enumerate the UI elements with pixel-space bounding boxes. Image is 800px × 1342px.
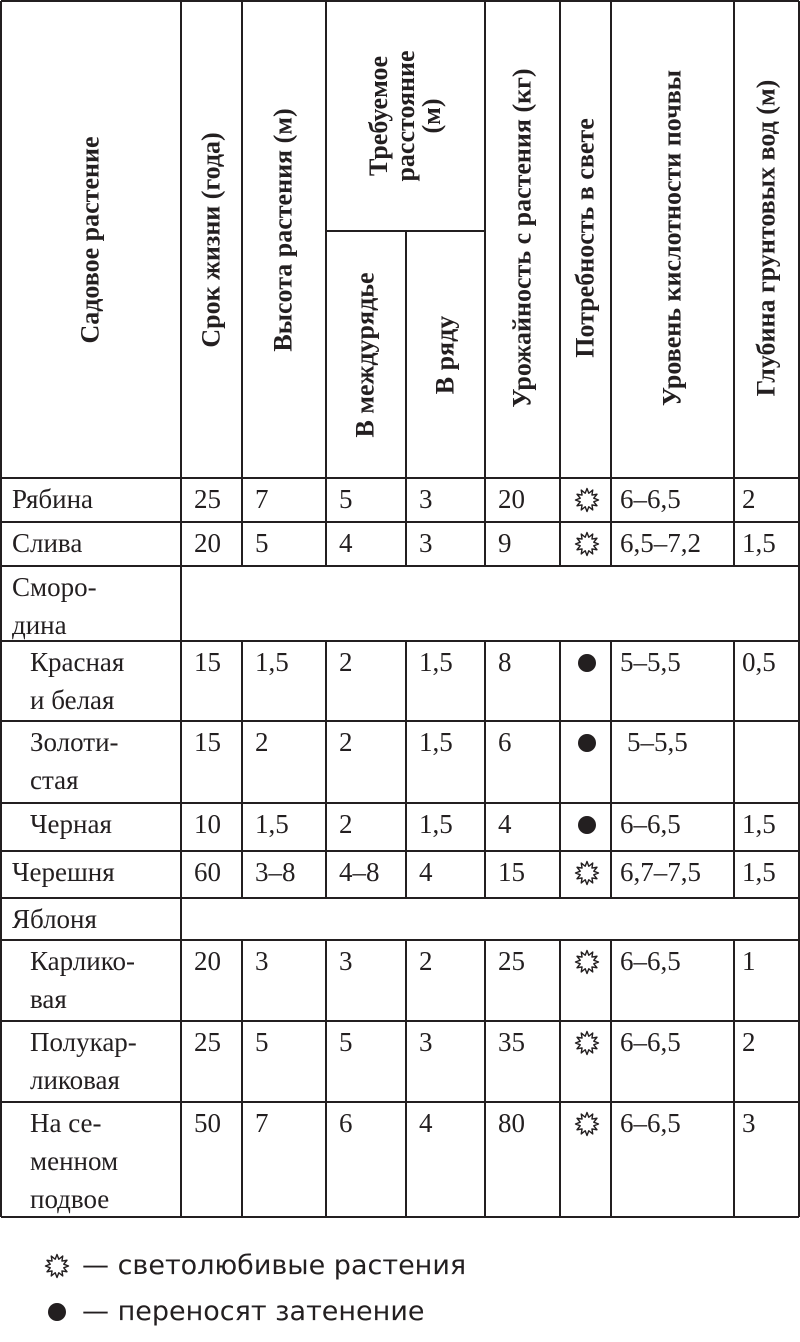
cell-height: 1,5 <box>255 809 289 839</box>
cell-row-spacing: 6 <box>339 1108 353 1138</box>
header-acidity: Уровень кислотности почвы <box>657 69 687 407</box>
plant-name-line: Сморо- <box>12 572 97 602</box>
plant-name-line: Полукар- <box>30 1027 137 1057</box>
header-lifespan: Срок жизни (года) <box>196 131 226 348</box>
plant-name <box>30 643 124 719</box>
cell-lifespan: 25 <box>194 1027 221 1057</box>
plant-name-line: и белая <box>30 685 115 715</box>
plant-name-line: Черная <box>30 809 112 839</box>
legend-filled-circle-icon <box>47 1302 67 1322</box>
cell-groundwater: 0,5 <box>742 647 776 677</box>
cell-acidity: 6–6,5 <box>620 1108 681 1138</box>
cell-yield: 9 <box>498 528 512 558</box>
cell-groundwater: 1,5 <box>742 528 776 558</box>
cell-in-row: 2 <box>419 946 433 976</box>
sun-icon <box>574 1030 600 1056</box>
cell-in-row: 3 <box>419 1027 433 1057</box>
cell-height: 3–8 <box>255 857 296 887</box>
cell-in-row: 1,5 <box>419 809 453 839</box>
plant-name-line: вая <box>30 984 67 1014</box>
plant-name <box>12 853 115 891</box>
header-height: Высота растения (м) <box>268 108 298 352</box>
header-spacing-group <box>363 50 446 182</box>
header-light: Потребность в свете <box>570 118 600 358</box>
cell-lifespan: 10 <box>194 809 221 839</box>
cell-acidity: 6–6,5 <box>620 484 681 514</box>
cell-yield: 35 <box>498 1027 525 1057</box>
cell-in-row: 4 <box>419 857 433 887</box>
cell-lifespan: 15 <box>194 727 221 757</box>
filled-circle-icon <box>577 733 597 753</box>
cell-acidity: 6,7–7,5 <box>620 857 701 887</box>
header-spacing-group-line: (м) <box>416 98 446 134</box>
plant-name <box>30 1023 137 1099</box>
cell-lifespan: 20 <box>194 946 221 976</box>
cell-height: 7 <box>255 1108 269 1138</box>
cell-yield: 6 <box>498 727 512 757</box>
cell-lifespan: 50 <box>194 1108 221 1138</box>
cell-lifespan: 60 <box>194 857 221 887</box>
cell-in-row: 3 <box>419 484 433 514</box>
cell-row-spacing: 5 <box>339 484 353 514</box>
cell-row-spacing: 2 <box>339 727 353 757</box>
cell-row-spacing: 3 <box>339 946 353 976</box>
cell-row-spacing: 5 <box>339 1027 353 1057</box>
plant-name-line: дина <box>12 610 67 640</box>
cell-in-row: 4 <box>419 1108 433 1138</box>
plant-name-line: ликовая <box>30 1065 120 1095</box>
cell-height: 5 <box>255 1027 269 1057</box>
plant-name-line: Рябина <box>12 484 94 514</box>
plant-name <box>30 1104 118 1218</box>
cell-row-spacing: 2 <box>339 647 353 677</box>
header-spacing-group-line: расстояние <box>390 50 420 182</box>
plant-name <box>12 524 82 562</box>
cell-acidity: 6,5–7,2 <box>620 528 701 558</box>
cell-row-spacing: 4 <box>339 528 353 558</box>
filled-circle-icon <box>577 815 597 835</box>
plant-name <box>30 805 112 843</box>
sun-icon <box>574 949 600 975</box>
plant-name-line: Красная <box>30 647 125 677</box>
cell-row-spacing: 4–8 <box>339 857 380 887</box>
cell-acidity: 6–6,5 <box>620 1027 681 1057</box>
cell-groundwater: 1,5 <box>742 857 776 887</box>
plant-name-line: менном <box>30 1146 119 1176</box>
cell-height: 3 <box>255 946 269 976</box>
plant-name-line: стая <box>30 765 79 795</box>
legend-sun-icon <box>44 1253 70 1279</box>
cell-groundwater: 1 <box>742 946 756 976</box>
plant-name <box>30 723 119 799</box>
cell-yield: 80 <box>498 1108 525 1138</box>
cell-lifespan: 25 <box>194 484 221 514</box>
cell-groundwater: 1,5 <box>742 809 776 839</box>
sun-icon <box>574 1111 600 1137</box>
cell-height: 7 <box>255 484 269 514</box>
plant-name-line: Золоти- <box>30 727 119 757</box>
plant-name-line: Черешня <box>12 857 115 887</box>
header-in-row: В ряду <box>430 315 460 395</box>
cell-in-row: 1,5 <box>419 727 453 757</box>
group-name <box>12 568 97 644</box>
cell-yield: 8 <box>498 647 512 677</box>
plant-name-line: Слива <box>12 528 83 558</box>
cell-acidity: 5–5,5 <box>627 727 688 757</box>
plant-name <box>12 480 93 518</box>
header-spacing-group-line: Требуемое <box>363 55 393 177</box>
cell-in-row: 3 <box>419 528 433 558</box>
cell-yield: 15 <box>498 857 525 887</box>
plant-name-line: подвое <box>30 1184 110 1214</box>
header-plant: Садовое растение <box>75 136 105 343</box>
cell-row-spacing: 2 <box>339 809 353 839</box>
cell-yield: 25 <box>498 946 525 976</box>
plant-name <box>30 942 135 1018</box>
cell-groundwater: 2 <box>742 1027 756 1057</box>
cell-acidity: 5–5,5 <box>620 647 681 677</box>
sun-icon <box>574 531 600 557</box>
plant-name-line: Яблоня <box>12 904 97 934</box>
cell-lifespan: 20 <box>194 528 221 558</box>
cell-acidity: 6–6,5 <box>620 809 681 839</box>
plant-name-line: На се- <box>30 1108 102 1138</box>
sun-icon <box>574 860 600 886</box>
cell-yield: 4 <box>498 809 512 839</box>
plant-name-line: Карлико- <box>30 946 135 976</box>
cell-acidity: 6–6,5 <box>620 946 681 976</box>
legend-text: — светолюбивые растения <box>82 1250 467 1281</box>
group-name <box>12 900 97 938</box>
cell-height: 5 <box>255 528 269 558</box>
cell-in-row: 1,5 <box>419 647 453 677</box>
cell-height: 1,5 <box>255 647 289 677</box>
sun-icon <box>574 487 600 513</box>
cell-groundwater: 3 <box>742 1108 756 1138</box>
legend-text: — переносят затенение <box>82 1296 425 1327</box>
cell-lifespan: 15 <box>194 647 221 677</box>
cell-groundwater: 2 <box>742 484 756 514</box>
filled-circle-icon <box>577 653 597 673</box>
header-yield: Урожайность с растения (кг) <box>507 68 537 408</box>
header-groundwater: Глубина грунтовых вод (м) <box>751 79 781 397</box>
cell-height: 2 <box>255 727 269 757</box>
cell-yield: 20 <box>498 484 525 514</box>
header-row-spacing: В междурядье <box>350 272 380 438</box>
